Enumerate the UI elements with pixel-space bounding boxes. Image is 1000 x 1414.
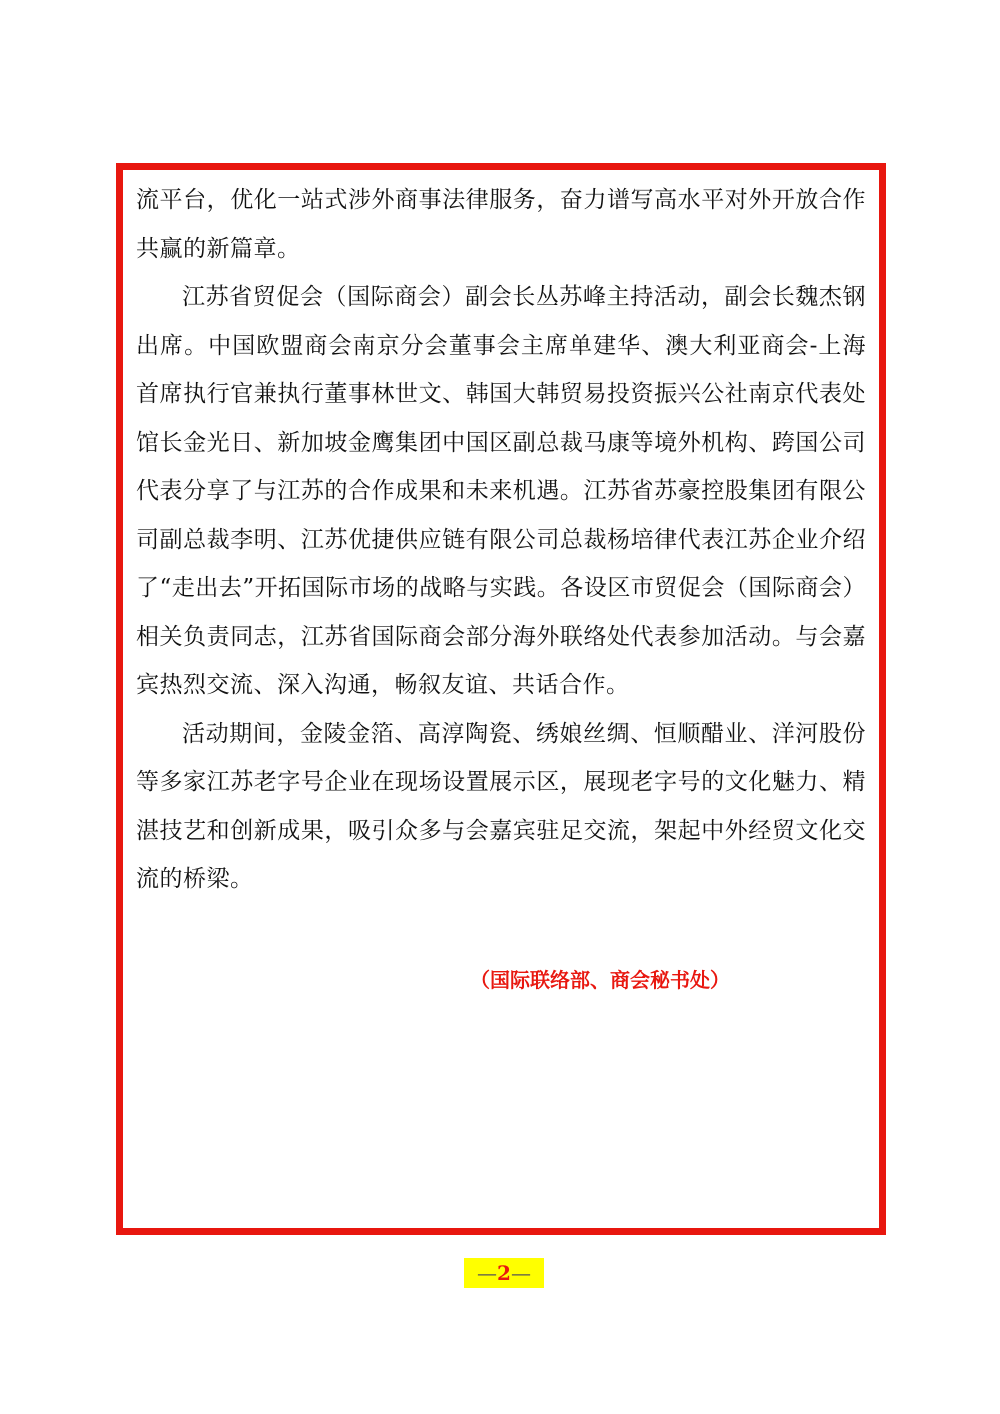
- page-dash-right: —: [510, 1261, 531, 1285]
- paragraph-participants: 江苏省贸促会（国际商会）副会长丛苏峰主持活动，副会长魏杰钢出席。中国欧盟商会南京分会董事会主席单建华、澳大利亚商会-上海首席执行官兼执行董事林世文、韩国大韩贸易投资振兴公社南京代表处馆长金光日、新加坡金鹰集团中国区副总裁马康等境外机构、跨国公司代表分享了与江苏的合作成果和未来机遇。江苏省苏豪控股集团有限公司副总裁李明、江苏优捷供应链有限公司总裁杨培律代表江苏企业介绍了“走出去”开拓国际市场的战略与实践。各设区市贸促会（国际商会）相关负责同志，江苏省国际商会部分海外联络处代表参加活动。与会嘉宾热烈交流、深入沟通，畅叙友谊、共话合作。: [136, 284, 866, 698]
- paragraph-continuation: 流平台，优化一站式涉外商事法律服务，奋力谱写高水平对外开放合作共赢的新篇章。: [136, 187, 866, 262]
- page-dash-left: —: [477, 1261, 498, 1285]
- paragraph-exhibition: 活动期间，金陵金箔、高淳陶瓷、绣娘丝绸、恒顺醋业、洋河股份等多家江苏老字号企业在现场设置展示区，展现老字号的文化魅力、精湛技艺和创新成果，吸引众多与会嘉宾驻足交流，架起中外经贸文化交流的桥梁。: [136, 720, 866, 892]
- page-number: 2: [497, 1261, 511, 1285]
- department-signature: （国际联络部、商会秘书处）: [470, 968, 730, 992]
- page-number-badge: [464, 1258, 544, 1288]
- article-body: [136, 176, 866, 904]
